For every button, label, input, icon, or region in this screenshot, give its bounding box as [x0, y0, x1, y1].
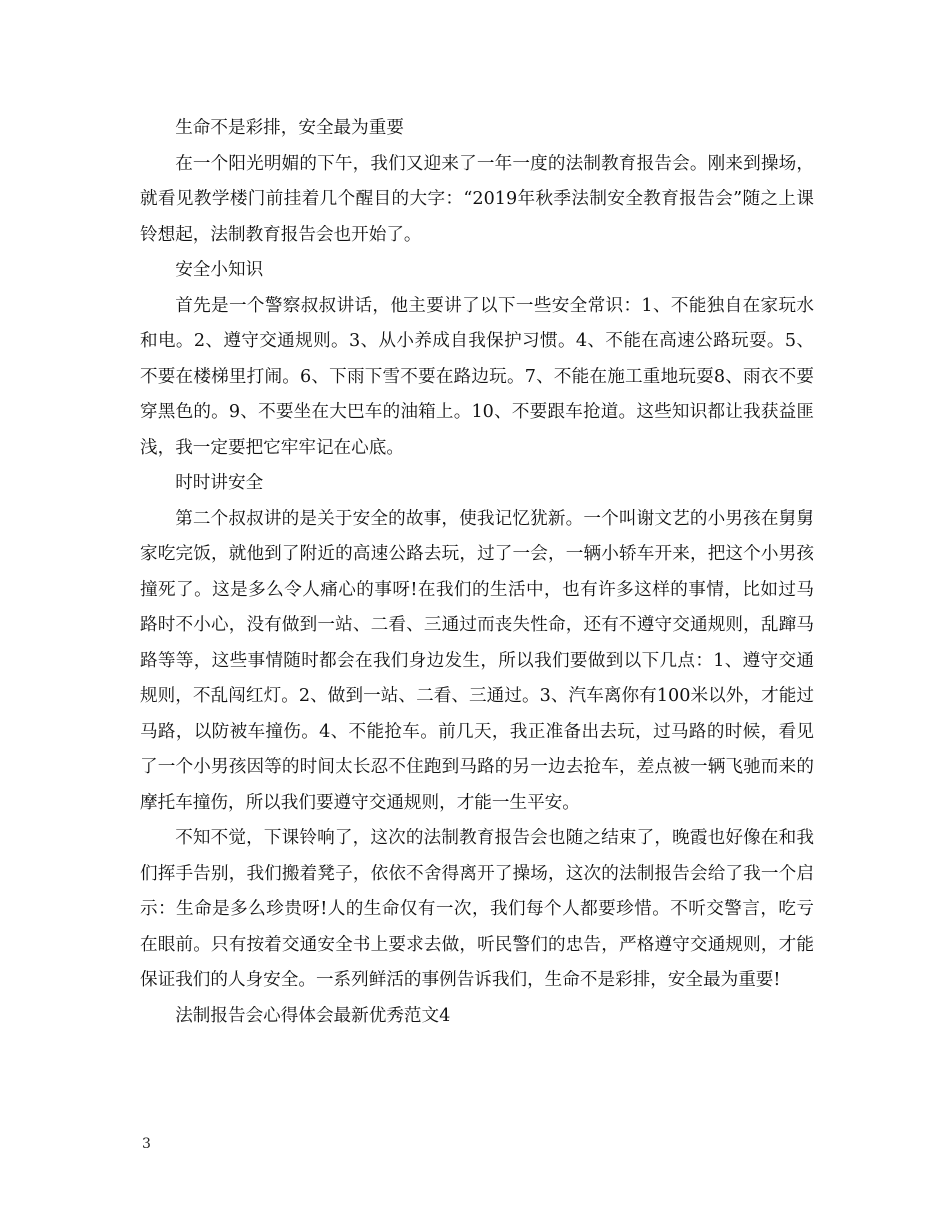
page-number: 3 — [142, 1136, 151, 1152]
document-body — [140, 111, 814, 1034]
paragraph-intro: 在一个阳光明媚的下午，我们又迎来了一年一度的法制教育报告会。刚来到操场，就看见教学楼门前挂着几个醒目的大字：“2019年秋季法制安全教育报告会”随之上课铃想起，法制教育报告会也开始了。 — [140, 153, 814, 245]
section-heading-safety-first: 生命不是彩排，安全最为重要 — [175, 118, 404, 138]
paragraph-conclusion: 不知不觉，下课铃响了，这次的法制教育报告会也随之结束了，晚霞也好像在和我们挥手告别，我们搬着凳子，依依不舍得离开了操场，这次的法制报告会给了我一个启示：生命是多么珍贵呀!人的生命仅有一次，我们每个人都要珍惜。不听交警言，吃亏在眼前。只有按着交通安全书上要求去做，听民警们的忠告，严格遵守交通规则，才能保证我们的人身安全。一系列鲜活的事例告诉我们，生命不是彩排，安全最为重要! — [140, 828, 814, 990]
paragraph-story: 第二个叔叔讲的是关于安全的故事，使我记忆犹新。一个叫谢文艺的小男孩在舅舅家吃完饭，就他到了附近的高速公路去玩，过了一会，一辆小轿车开来，把这个小男孩撞死了。这是多么令人痛心的事呀!在我们的生活中，也有许多这样的事情，比如过马路时不小心，没有做到一站、二看、三通过而丧失性命，还有不遵守交通规则，乱蹿马路等等，这些事情随时都会在我们身边发生，所以我们要做到以下几点：1、遵守交通规则，不乱闯红灯。2、做到一站、二看、三通过。3、汽车离你有100米以外，才能过马路，以防被车撞伤。4、不能抢车。前几天，我正准备出去玩，过马路的时候，看见了一个小男孩因等的时间太长忍不住跑到马路的另一边去抢车，差点被一辆飞驰而来的摩托车撞伤，所以我们要遵守交通规则，才能一生平安。 — [140, 508, 814, 813]
paragraph-safety-tips: 首先是一个警察叔叔讲话，他主要讲了以下一些安全常识：1、不能独自在家玩水和电。2、遵守交通规则。3、从小养成自我保护习惯。4、不能在高速公路玩耍。5、不要在楼梯里打闹。6、下雨下雪不要在路边玩。7、不能在施工重地玩耍8、雨衣不要穿黑色的。9、不要坐在大巴车的油箱上。10、不要跟车抢道。这些知识都让我获益匪浅，我一定要把它牢牢记在心底。 — [140, 295, 814, 458]
section-heading-safety-tips: 安全小知识 — [175, 260, 264, 280]
section-heading-always-safety: 时时讲安全 — [175, 473, 264, 493]
section-heading-next-essay: 法制报告会心得体会最新优秀范文4 — [175, 1005, 451, 1026]
